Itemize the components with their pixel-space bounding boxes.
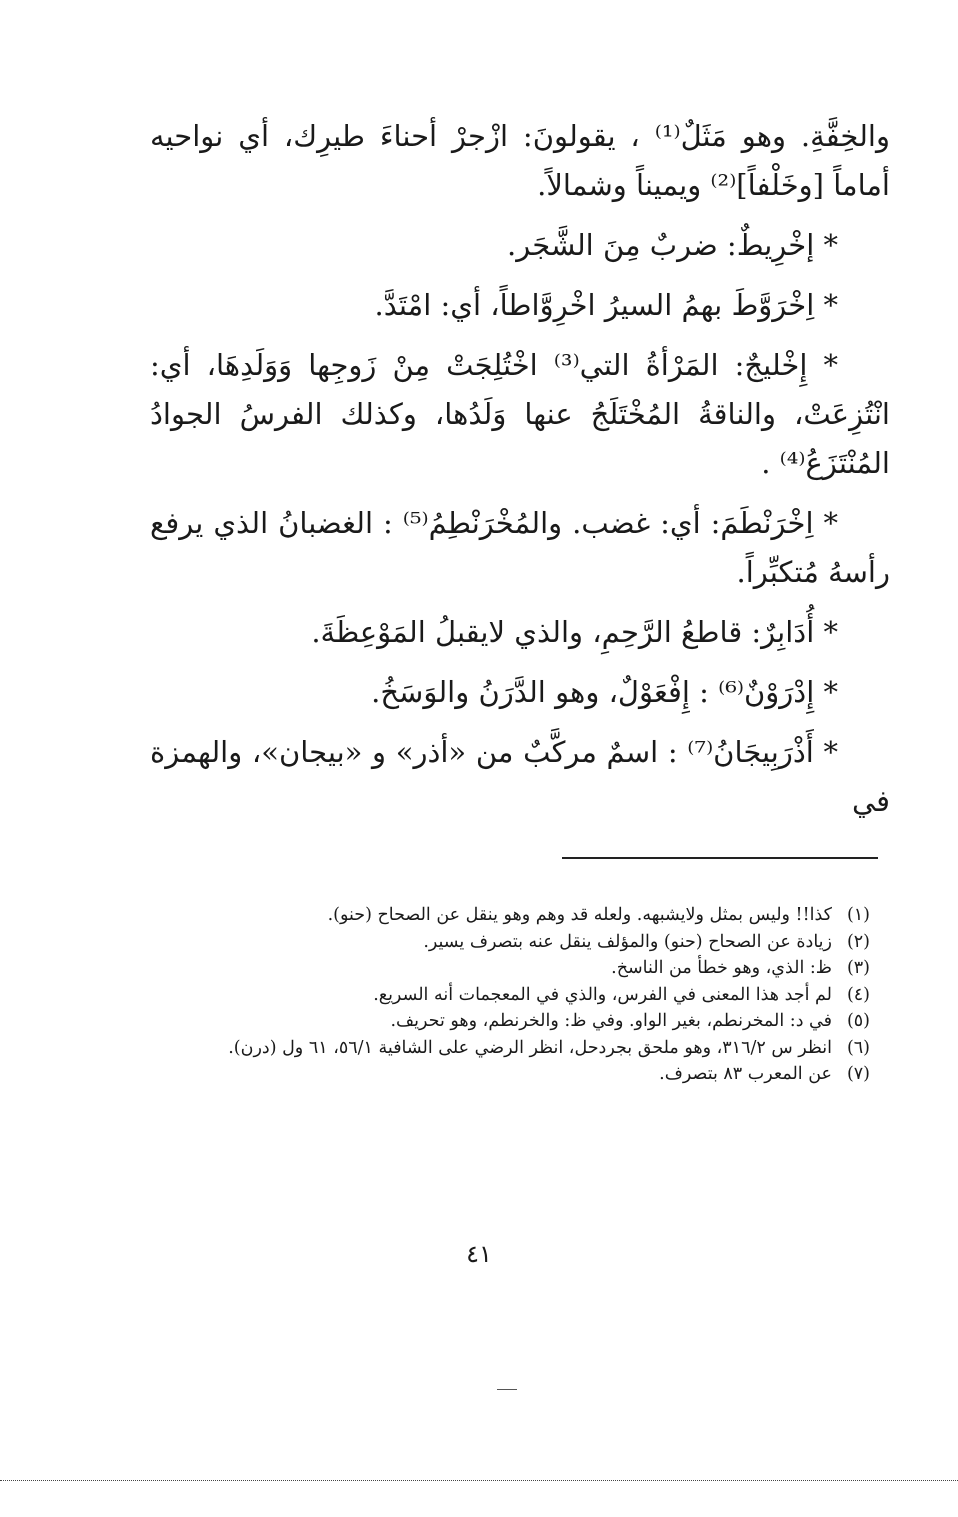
footnote-text: زيادة عن الصحاح (حنو) والمؤلف ينقل عنه بتصرف يسير.	[423, 931, 832, 952]
entry-idrawn: * إِدْرَوْنٌ⁽⁶⁾ : إِفْعَوْلٌ، وهو الدَّرَنُ والوَسَخُ.	[371, 675, 838, 709]
bottom-dash	[497, 1389, 517, 1390]
footnote-text: لم أجد هذا المعنى في الفرس، والذي في المعجمات أنه السريع.	[373, 984, 832, 1005]
footnote-number: (١)	[846, 905, 870, 925]
footnote	[170, 1008, 870, 1035]
footnote-number: (٣)	[846, 958, 870, 978]
footnote-number: (٢)	[846, 931, 870, 952]
footnotes	[170, 902, 870, 1088]
entry-ikhrawwata: * اِخْرَوَّطَ بهمُ السيرُ اخْرِوَّاطاً، أي: امْتَدَّ.	[374, 288, 838, 322]
entry-udabir: * أُدَابِرٌ: قاطعُ الرَّحِمِ، والذي لايقبلُ المَوْعِظَةَ.	[311, 615, 838, 649]
footnote-number: (٦)	[846, 1037, 870, 1058]
footnote	[170, 955, 870, 982]
footnote	[170, 1061, 870, 1088]
footnote-text: في د: المخرنطم، بغير الواو. وفي ظ: والخرنطم، وهو تحريف.	[390, 1011, 832, 1031]
footnote-number: (٥)	[846, 1011, 870, 1031]
footnote-text: كذا!! وليس بمثل ولايشبهه. ولعله قد وهم وهو ينقل عن الصحاح (حنو).	[327, 905, 832, 925]
footnote	[170, 902, 870, 929]
entry-adharbijan: * أَذْرَبِيجَانُ⁽⁷⁾ : اسمٌ مركَّبٌ من «أذر» و «بيجان»، والهمزة في	[150, 735, 890, 818]
footnote	[170, 929, 870, 956]
main-text	[150, 112, 890, 837]
footnote-text: ظ: الذي، وهو خطأ من الناسخ.	[611, 958, 832, 978]
footnote	[170, 982, 870, 1009]
footnote	[170, 1035, 870, 1062]
paragraph-continuation: والخِفَّةِ. وهو مَثَلٌ⁽¹⁾ ، يقولونَ: ازْجرْ أحناءَ طيرِك، أي نواحيه أماماً [وخَلْفاً]⁽²⁾ ويميناً وشمالاً.	[150, 119, 890, 202]
footnote-number: (٧)	[846, 1064, 870, 1084]
scan-edge-line	[0, 1480, 958, 1481]
footnote-separator	[562, 857, 878, 859]
footnote-text: عن المعرب ٨٣ بتصرف.	[659, 1064, 832, 1084]
footnote-text: انظر س ٣١٦/٢، وهو ملحق بجردحل، انظر الرضي على الشافية ٥٦/١، ٦١ ول (درن).	[228, 1037, 832, 1058]
entry-ikhlij: * إِخْليجٌ: المَرْأةُ التي⁽³⁾ اخْتُلِجَتْ مِنْ زَوجِها وَوَلَدِهَا، أي: انْتُزِعَتْ، والناقةُ المُخْتَلَجُ عنها وَلَدُها، وكذلك الفرسُ الجوادُ المُنْتَزَعُ⁽⁴⁾ .	[150, 348, 890, 480]
entry-ikhrantama: * اِخْرَنْطَمَ: أي: غضب. والمُخْرَنْطِمُ⁽⁵⁾ : الغضبانُ الذي يرفع رأسهُ مُتكبِّراً.	[150, 506, 890, 589]
entry-ikhrit: * إخْرِيطٌ: ضربٌ مِنَ الشَّجَر.	[507, 228, 838, 262]
footnote-number: (٤)	[846, 984, 870, 1005]
page-number: ٤١	[466, 1240, 492, 1268]
